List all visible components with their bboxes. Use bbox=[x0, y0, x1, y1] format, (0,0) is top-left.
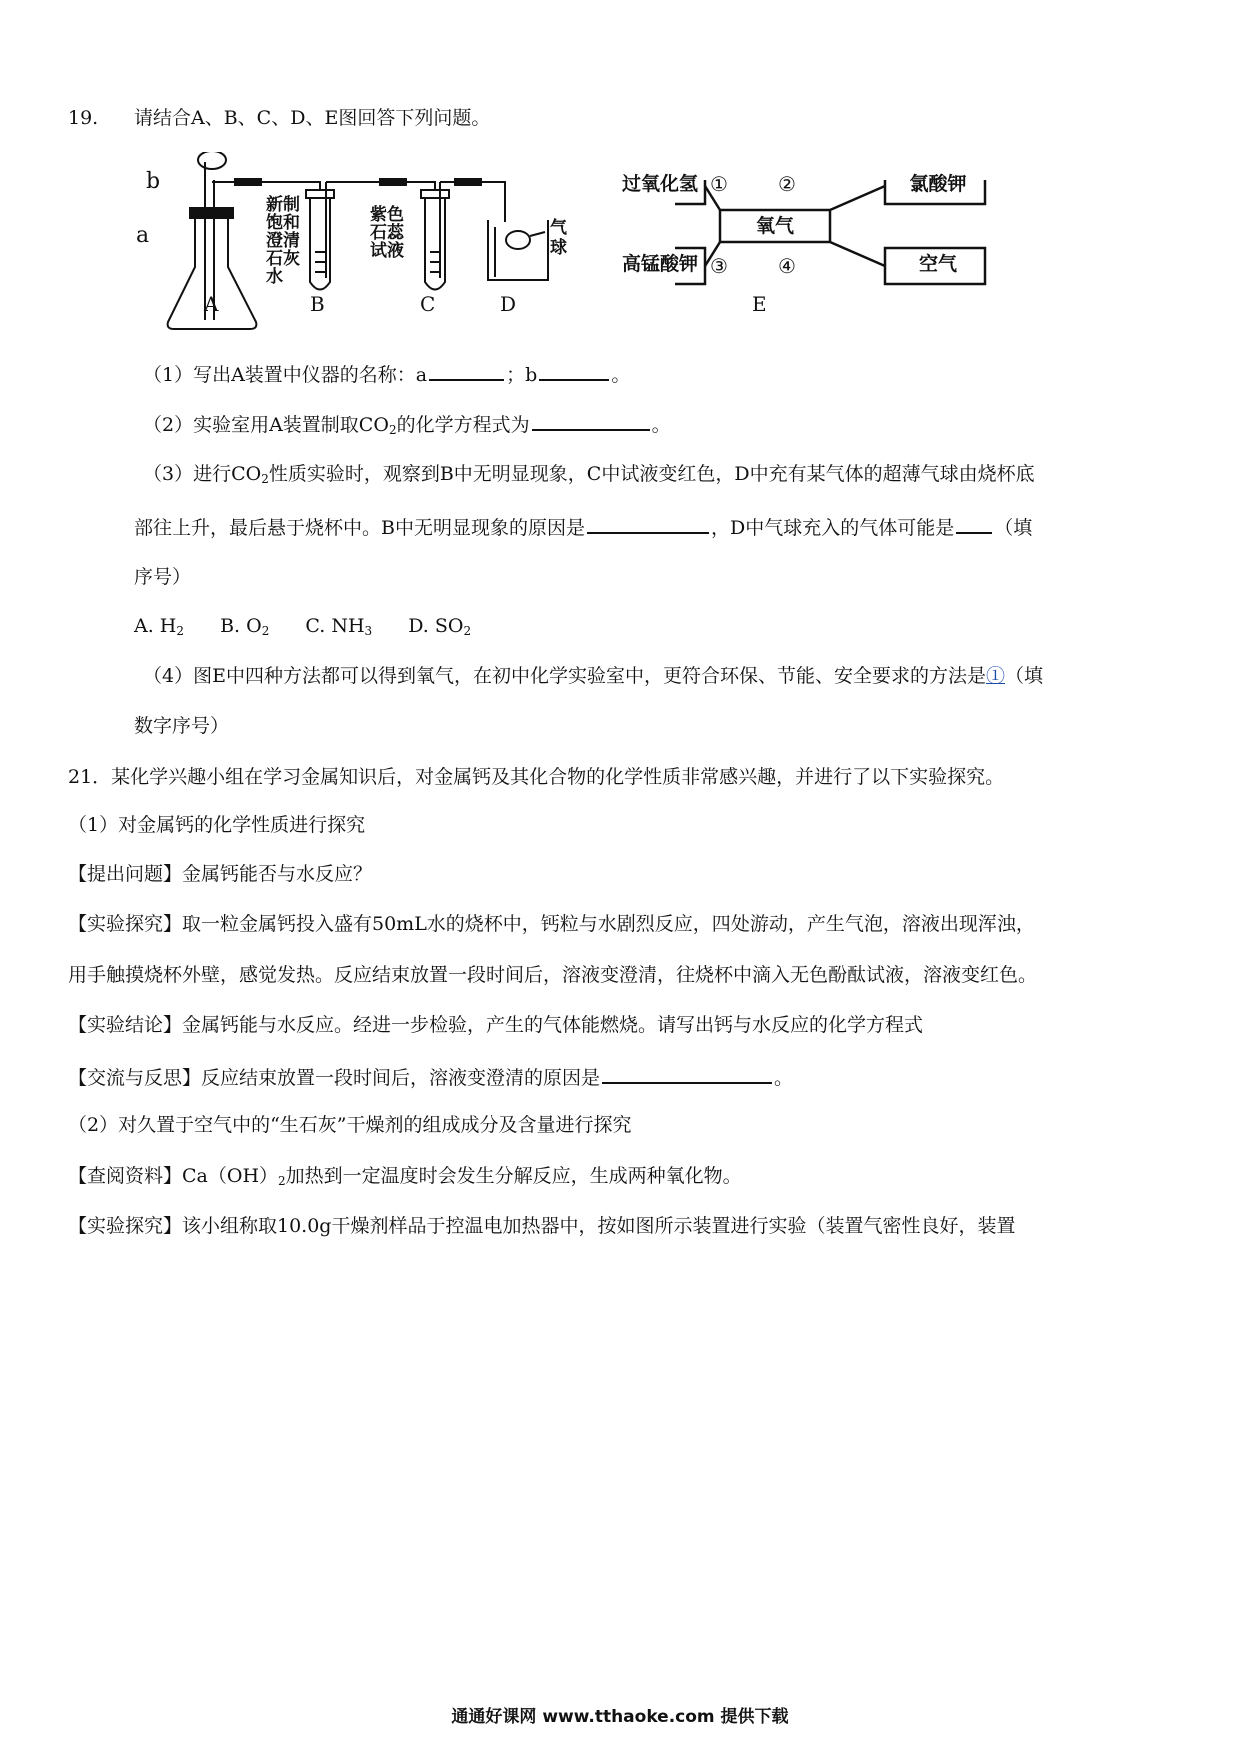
box-kmno4: 高锰酸钾 bbox=[621, 253, 698, 275]
answer-blank-gas[interactable] bbox=[956, 513, 992, 534]
num-1: ① bbox=[710, 172, 728, 196]
page-footer: 通通好课网 www.tthaoke.com 提供下载 bbox=[451, 1707, 789, 1727]
tube-c-label: 紫色石蕊试液 bbox=[370, 205, 404, 261]
q21-line4: 【实验探究】取一粒金属钙投入盛有50mL水的烧杯中，钙粒与水剧烈反应，四处游动，产生气泡，溶液出现浑浊， bbox=[68, 913, 1035, 935]
answer-blank-clarify[interactable] bbox=[602, 1063, 772, 1084]
q21-line9: 【查阅资料】$Ca(OH)_2$加热到一定温度时会发生分解反应，生成两种氧化物。 bbox=[68, 1165, 742, 1188]
box-h2o2: 过氧化氢 bbox=[621, 173, 698, 195]
num-3: ③ bbox=[710, 254, 728, 278]
q19-part2: （2）实验室用A装置制取$CO_2$的化学方程式为 。 bbox=[143, 410, 671, 442]
question-19-number: 19. bbox=[68, 107, 99, 129]
q21-line5: 用手触摸烧杯外壁，感觉发热。反应结束放置一段时间后，溶液变澄清，往烧杯中滴入无色酚酞试液，溶液变红色。 bbox=[68, 964, 1038, 986]
q19-part3-line3: 序号） bbox=[134, 566, 192, 588]
caption-d: D bbox=[500, 292, 517, 316]
q19-part4-line1: （4）图E中四种方法都可以得到氧气，在初中化学实验室中，更符合环保、节能、安全要求的方法是①（填 bbox=[143, 665, 1043, 687]
box-air: 空气 bbox=[918, 253, 957, 275]
q21-line6: 【实验结论】金属钙能与水反应。经进一步检验，产生的气体能燃烧。请写出钙与水反应的化学方程式 bbox=[68, 1014, 924, 1036]
q19-part3-line1: （3）进行$CO_2$性质实验时，观察到B中无明显现象，C中试液变红色，D中充有某气体的超薄气球由烧杯底 bbox=[143, 463, 1035, 486]
answer-blank-reason[interactable] bbox=[587, 513, 709, 534]
q21-line8: （2）对久置于空气中的“生石灰”干燥剂的组成成分及含量进行探究 bbox=[68, 1114, 632, 1136]
q21-line1: 21．某化学兴趣小组在学习金属知识后，对金属钙及其化合物的化学性质非常感兴趣，并进行了以下实验探究。 bbox=[68, 766, 1005, 788]
caption-c: C bbox=[420, 292, 436, 316]
q21-line10: 【实验探究】该小组称取10.0g干燥剂样品于控温电加热器中，按如图所示装置进行实验（装置气密性良好，装置 bbox=[68, 1215, 1016, 1237]
answer-blank-equation[interactable] bbox=[532, 410, 650, 431]
num-2: ② bbox=[778, 172, 796, 196]
caption-b: B bbox=[310, 292, 325, 316]
q19-options: A. $H_2$ B. $O_2$ C. $NH_3$ D. $SO_2$ bbox=[134, 615, 472, 638]
answer-link[interactable]: ① bbox=[985, 665, 1005, 687]
box-kclo3: 氯酸钾 bbox=[909, 173, 967, 195]
label-a: a bbox=[136, 223, 150, 248]
label-b: b bbox=[146, 169, 161, 194]
q21-line2: （1）对金属钙的化学性质进行探究 bbox=[68, 814, 366, 836]
q21-line7: 【交流与反思】反应结束放置一段时间后，溶液变澄清的原因是 。 bbox=[68, 1063, 793, 1090]
box-oxygen: 氧气 bbox=[755, 215, 794, 237]
beaker-d-label: 气球 bbox=[550, 218, 567, 258]
num-4: ④ bbox=[778, 254, 796, 278]
q19-part4-line2: 数字序号） bbox=[134, 715, 230, 737]
caption-e: E bbox=[752, 292, 767, 316]
caption-a: A bbox=[204, 292, 219, 316]
answer-blank-b[interactable] bbox=[539, 360, 609, 381]
question-19-prompt: 请结合A、B、C、D、E图回答下列问题。 bbox=[134, 107, 491, 129]
q19-part3-line2: 部往上升，最后悬于烧杯中。B中无明显现象的原因是 ，D中气球充入的气体可能是 （填 bbox=[134, 513, 1032, 540]
tube-b-label: 新制饱和澄清石灰水 bbox=[266, 195, 300, 287]
q21-line3: 【提出问题】金属钙能否与水反应？ bbox=[68, 863, 373, 885]
answer-blank-a[interactable] bbox=[429, 360, 504, 381]
q19-part1: （1）写出A装置中仪器的名称：a ；b 。 bbox=[143, 360, 630, 387]
